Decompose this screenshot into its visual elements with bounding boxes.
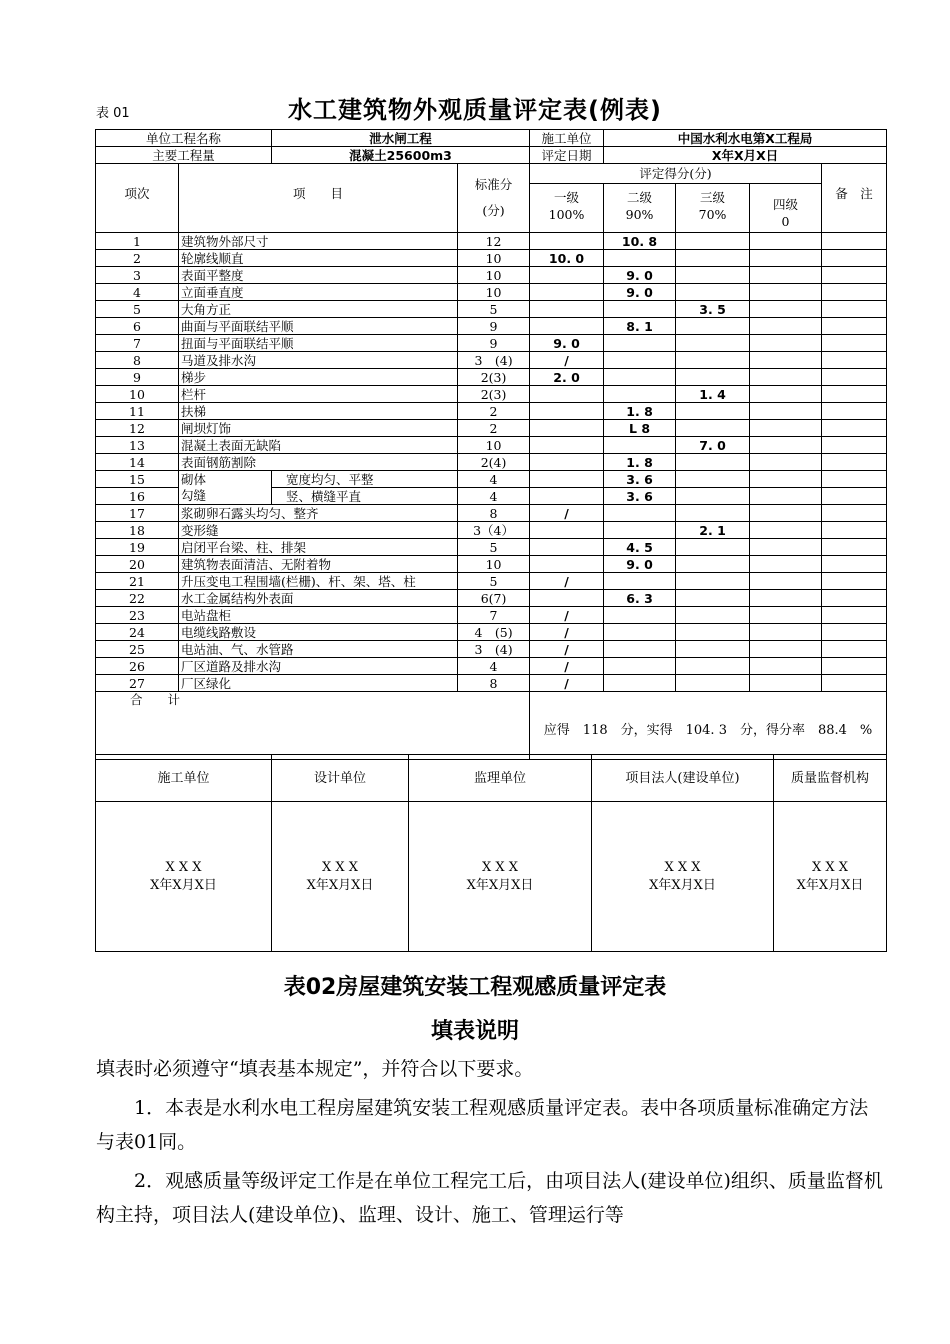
row-grade2: [604, 675, 676, 692]
row-grade3: 2. 1: [676, 522, 750, 539]
table-row: [96, 369, 887, 386]
row-item: 表面钢筋割除: [179, 454, 458, 471]
row-remark: [822, 607, 887, 624]
row-grade4: [750, 590, 822, 607]
row-grade3: [676, 658, 750, 675]
header-grade4: 四级 0: [750, 184, 822, 233]
signature-name: X X X: [811, 859, 849, 875]
row-grade3: 7. 0: [676, 437, 750, 454]
row-grade4: [750, 539, 822, 556]
signature-cell: [592, 802, 774, 952]
signature-name: X X X: [321, 859, 359, 875]
row-grade2: 4. 5: [604, 539, 676, 556]
row-std-score: 9: [458, 318, 530, 335]
row-grade2: [604, 573, 676, 590]
total-label: 合 计: [96, 692, 530, 760]
signature-cell: [774, 802, 887, 952]
contractor-label: 施工单位: [530, 130, 604, 147]
signature-date: X年X月X日: [649, 877, 716, 893]
row-item: 栏杆: [179, 386, 458, 403]
row-remark: [822, 335, 887, 352]
signature-table: [95, 754, 887, 952]
row-item: 梯步: [179, 369, 458, 386]
row-item-group: 砌体: [179, 471, 272, 488]
date-label: 评定日期: [530, 147, 604, 164]
row-grade4: [750, 454, 822, 471]
signature-date: X年X月X日: [466, 877, 534, 893]
row-no: 11: [96, 403, 179, 420]
row-grade2: [604, 386, 676, 403]
row-grade4: [750, 488, 822, 505]
table-row: [96, 658, 887, 675]
row-grade3: [676, 335, 750, 352]
row-std-score: 5: [458, 301, 530, 318]
row-std-score: 10: [458, 556, 530, 573]
row-std-score: 8: [458, 505, 530, 522]
row-std-score: 10: [458, 250, 530, 267]
row-item: 轮廓线顺直: [179, 250, 458, 267]
header-grade3: 三级 70%: [676, 184, 750, 233]
row-remark: [822, 624, 887, 641]
row-grade4: [750, 522, 822, 539]
row-grade4: [750, 675, 822, 692]
table-row: [96, 539, 887, 556]
row-grade2: [604, 369, 676, 386]
row-no: 6: [96, 318, 179, 335]
row-std-score: 10: [458, 284, 530, 301]
row-no: 13: [96, 437, 179, 454]
row-std-score: 4 (5): [458, 624, 530, 641]
row-remark: [822, 233, 887, 250]
instruction-p1: 填表时必须遵守“填表基本规定”，并符合以下要求。: [96, 1058, 534, 1080]
row-std-score: 3 (4): [458, 352, 530, 369]
row-remark: [822, 539, 887, 556]
row-grade4: [750, 658, 822, 675]
row-item: 启闭平台梁、柱、排架: [179, 539, 458, 556]
row-std-score: 2: [458, 420, 530, 437]
row-grade3: [676, 267, 750, 284]
row-item: 曲面与平面联结平顺: [179, 318, 458, 335]
row-grade3: [676, 607, 750, 624]
row-grade4: [750, 250, 822, 267]
row-no: 9: [96, 369, 179, 386]
row-item: 电缆线路敷设: [179, 624, 458, 641]
row-grade3: [676, 573, 750, 590]
row-grade4: [750, 284, 822, 301]
row-item: 建筑物外部尺寸: [179, 233, 458, 250]
row-remark: [822, 420, 887, 437]
row-grade1: [530, 267, 604, 284]
row-grade2: [604, 641, 676, 658]
row-grade3: [676, 641, 750, 658]
row-item: 表面平整度: [179, 267, 458, 284]
row-grade4: [750, 624, 822, 641]
row-grade3: [676, 403, 750, 420]
row-no: 19: [96, 539, 179, 556]
row-grade1: /: [530, 624, 604, 641]
row-grade1: /: [530, 675, 604, 692]
row-item: 水工金属结构外表面: [179, 590, 458, 607]
signature-name: X X X: [165, 859, 202, 875]
info-row-2: [96, 147, 887, 164]
row-std-score: 3 (4): [458, 641, 530, 658]
row-item: 宽度均匀、平整: [272, 471, 458, 488]
row-grade1: [530, 386, 604, 403]
row-std-score: 4: [458, 471, 530, 488]
row-remark: [822, 522, 887, 539]
row-grade2: [604, 658, 676, 675]
row-grade3: [676, 318, 750, 335]
row-grade1: /: [530, 352, 604, 369]
row-remark: [822, 454, 887, 471]
row-grade2: 6. 3: [604, 590, 676, 607]
table-row: [96, 250, 887, 267]
row-grade4: [750, 318, 822, 335]
instruction-p2: 1．本表是水利水电工程房屋建筑安装工程观感质量评定表。表中各项质量标准确定方法与表01同。: [96, 1097, 869, 1153]
row-std-score: 10: [458, 437, 530, 454]
row-std-score: 9: [458, 335, 530, 352]
header-grade2: 二级 90%: [604, 184, 676, 233]
row-grade1: [530, 318, 604, 335]
row-grade2: [604, 352, 676, 369]
row-grade2: [604, 250, 676, 267]
row-item: 建筑物表面清洁、无附着物: [179, 556, 458, 573]
form-tag: 表 01: [96, 106, 130, 121]
row-grade2: [604, 437, 676, 454]
row-no: 10: [96, 386, 179, 403]
row-std-score: 5: [458, 573, 530, 590]
row-grade4: [750, 607, 822, 624]
signature-header: 施工单位: [96, 755, 272, 802]
table-row: [96, 437, 887, 454]
row-grade2: 3. 6: [604, 488, 676, 505]
row-grade2: 9. 0: [604, 556, 676, 573]
row-item: 立面垂直度: [179, 284, 458, 301]
row-grade3: [676, 454, 750, 471]
row-grade4: [750, 386, 822, 403]
row-grade2: L 8: [604, 420, 676, 437]
row-no: 24: [96, 624, 179, 641]
row-grade4: [750, 403, 822, 420]
row-grade1: /: [530, 573, 604, 590]
row-no: 22: [96, 590, 179, 607]
instruction-p3: 2．观感质量等级评定工作是在单位工程完工后，由项目法人(建设单位)组织、质量监督机构主持，项目法人(建设单位)、监理、设计、施工、管理运行等: [96, 1170, 883, 1226]
row-no: 15: [96, 471, 179, 488]
row-grade4: [750, 369, 822, 386]
row-grade1: [530, 471, 604, 488]
row-std-score: 6(7): [458, 590, 530, 607]
signature-cell: [96, 802, 272, 952]
row-grade4: [750, 420, 822, 437]
table-row: [96, 607, 887, 624]
table-row: [96, 573, 887, 590]
row-grade1: 2. 0: [530, 369, 604, 386]
row-item: 厂区绿化: [179, 675, 458, 692]
table-row: [96, 335, 887, 352]
row-remark: [822, 658, 887, 675]
row-grade2: 1. 8: [604, 454, 676, 471]
row-no: 25: [96, 641, 179, 658]
row-grade3: [676, 369, 750, 386]
row-grade2: 8. 1: [604, 318, 676, 335]
row-grade3: [676, 488, 750, 505]
total-row: [96, 692, 887, 760]
row-grade4: [750, 573, 822, 590]
signature-date: X年X月X日: [796, 877, 864, 893]
row-item: 电站油、气、水管路: [179, 641, 458, 658]
table-row: [96, 624, 887, 641]
row-no: 21: [96, 573, 179, 590]
row-grade1: [530, 539, 604, 556]
row-std-score: 8: [458, 675, 530, 692]
row-grade3: [676, 505, 750, 522]
row-grade3: [676, 233, 750, 250]
table-row: [96, 505, 887, 522]
table-row: [96, 284, 887, 301]
header-item: 项 目: [179, 164, 458, 233]
table-row: [96, 386, 887, 403]
row-remark: [822, 573, 887, 590]
row-std-score: 3（4）: [458, 522, 530, 539]
table-row: [96, 522, 887, 539]
row-remark: [822, 267, 887, 284]
row-grade3: 3. 5: [676, 301, 750, 318]
row-std-score: 5: [458, 539, 530, 556]
row-grade1: [530, 420, 604, 437]
table-row: [96, 454, 887, 471]
row-grade1: 10. 0: [530, 250, 604, 267]
row-no: 8: [96, 352, 179, 369]
row-grade4: [750, 301, 822, 318]
row-grade2: 9. 0: [604, 267, 676, 284]
header-std-score: 标准分 (分): [458, 164, 530, 233]
row-no: 23: [96, 607, 179, 624]
row-grade1: [530, 284, 604, 301]
signature-header: 监理单位: [409, 755, 592, 802]
row-item: 马道及排水沟: [179, 352, 458, 369]
row-grade3: [676, 420, 750, 437]
row-grade1: /: [530, 505, 604, 522]
row-grade4: [750, 335, 822, 352]
row-grade2: [604, 335, 676, 352]
row-grade1: /: [530, 658, 604, 675]
row-no: 17: [96, 505, 179, 522]
table-row: [96, 420, 887, 437]
row-item: 浆砌卵石露头均匀、整齐: [179, 505, 458, 522]
row-grade3: [676, 590, 750, 607]
table-row: [96, 301, 887, 318]
row-item: 扭面与平面联结平顺: [179, 335, 458, 352]
row-grade4: [750, 437, 822, 454]
row-remark: [822, 471, 887, 488]
row-remark: [822, 488, 887, 505]
row-grade2: 10. 8: [604, 233, 676, 250]
row-item: 竖、横缝平直: [272, 488, 458, 505]
row-no: 5: [96, 301, 179, 318]
row-no: 16: [96, 488, 179, 505]
row-std-score: 2: [458, 403, 530, 420]
row-grade2: 9. 0: [604, 284, 676, 301]
signature-header: 设计单位: [272, 755, 409, 802]
table-row: [96, 641, 887, 658]
row-remark: [822, 386, 887, 403]
info-row-1: [96, 130, 887, 147]
signature-cell: [409, 802, 592, 952]
row-remark: [822, 505, 887, 522]
table-row: [96, 267, 887, 284]
row-grade3: [676, 556, 750, 573]
row-grade1: [530, 522, 604, 539]
row-grade4: [750, 352, 822, 369]
row-remark: [822, 556, 887, 573]
row-grade2: [604, 505, 676, 522]
row-item: 大角方正: [179, 301, 458, 318]
row-no: 18: [96, 522, 179, 539]
row-no: 14: [96, 454, 179, 471]
signature-header: 项目法人(建设单位): [592, 755, 774, 802]
row-grade2: [604, 522, 676, 539]
quantity-label: 主要工程量: [96, 147, 272, 164]
row-grade3: [676, 624, 750, 641]
row-grade2: 3. 6: [604, 471, 676, 488]
table-row: [96, 590, 887, 607]
row-std-score: 2(4): [458, 454, 530, 471]
row-grade1: 9. 0: [530, 335, 604, 352]
table-row: [96, 675, 887, 692]
row-remark: [822, 590, 887, 607]
header-remark: 备 注: [822, 164, 887, 233]
row-std-score: 12: [458, 233, 530, 250]
quantity-value: 混凝土25600m3: [272, 147, 530, 164]
row-no: 2: [96, 250, 179, 267]
row-grade3: 1. 4: [676, 386, 750, 403]
row-no: 26: [96, 658, 179, 675]
section2-title: 表02房屋建筑安装工程观感质量评定表: [283, 975, 667, 1000]
row-no: 7: [96, 335, 179, 352]
row-grade3: [676, 471, 750, 488]
row-grade4: [750, 267, 822, 284]
signature-header: 质量监督机构: [774, 755, 887, 802]
row-no: 27: [96, 675, 179, 692]
row-grade2: 1. 8: [604, 403, 676, 420]
row-no: 4: [96, 284, 179, 301]
row-grade1: [530, 556, 604, 573]
table-row: [96, 403, 887, 420]
table-row: [96, 556, 887, 573]
row-std-score: 4: [458, 488, 530, 505]
header-item-no: 项次: [96, 164, 179, 233]
signature-date: X年X月X日: [306, 877, 374, 893]
row-no: 1: [96, 233, 179, 250]
signature-cell: [272, 802, 409, 952]
row-remark: [822, 641, 887, 658]
row-no: 3: [96, 267, 179, 284]
table-row: [96, 352, 887, 369]
row-std-score: 2(3): [458, 369, 530, 386]
row-grade3: [676, 284, 750, 301]
row-grade4: [750, 556, 822, 573]
row-grade3: [676, 352, 750, 369]
row-grade2: [604, 301, 676, 318]
signature-name: X X X: [481, 859, 519, 875]
row-remark: [822, 437, 887, 454]
row-grade4: [750, 471, 822, 488]
row-grade1: /: [530, 607, 604, 624]
row-grade4: [750, 641, 822, 658]
row-item: 扶梯: [179, 403, 458, 420]
row-remark: [822, 403, 887, 420]
section2-subtitle: 填表说明: [430, 1019, 519, 1044]
row-grade1: [530, 301, 604, 318]
row-remark: [822, 318, 887, 335]
row-item: 闸坝灯饰: [179, 420, 458, 437]
row-item: 升压变电工程围墙(栏栅)、杆、架、塔、柱: [179, 573, 458, 590]
row-item-group: 勾缝: [179, 488, 272, 505]
row-remark: [822, 301, 887, 318]
form-title: 水工建筑物外观质量评定表(例表): [288, 96, 662, 124]
row-remark: [822, 675, 887, 692]
table-row: [96, 233, 887, 250]
unit-project-value: 泄水闸工程: [272, 130, 530, 147]
row-no: 20: [96, 556, 179, 573]
row-grade3: [676, 539, 750, 556]
row-std-score: 4: [458, 658, 530, 675]
row-item: 电站盘柜: [179, 607, 458, 624]
row-grade1: /: [530, 641, 604, 658]
row-item: 厂区道路及排水沟: [179, 658, 458, 675]
row-remark: [822, 369, 887, 386]
date-value: X年X月X日: [604, 147, 887, 164]
row-std-score: 2(3): [458, 386, 530, 403]
row-item: 混凝土表面无缺陷: [179, 437, 458, 454]
row-grade1: [530, 590, 604, 607]
row-grade1: [530, 488, 604, 505]
row-grade1: [530, 454, 604, 471]
signature-name: X X X: [664, 859, 701, 875]
row-no: 12: [96, 420, 179, 437]
row-grade4: [750, 505, 822, 522]
table-row: [96, 318, 887, 335]
signature-date: X年X月X日: [150, 877, 217, 893]
row-grade4: [750, 233, 822, 250]
row-grade2: [604, 607, 676, 624]
header-grade1: 一级 100%: [530, 184, 604, 233]
row-grade3: [676, 250, 750, 267]
table-row: [96, 488, 887, 505]
row-remark: [822, 352, 887, 369]
header-score-group: 评定得分(分): [530, 164, 822, 184]
row-grade3: [676, 675, 750, 692]
row-remark: [822, 250, 887, 267]
row-item: 变形缝: [179, 522, 458, 539]
row-remark: [822, 284, 887, 301]
row-grade1: [530, 403, 604, 420]
row-grade1: [530, 437, 604, 454]
contractor-value: 中国水利水电第X工程局: [604, 130, 887, 147]
unit-project-label: 单位工程名称: [96, 130, 272, 147]
total-text: 应得 118 分，实得 104. 3 分，得分率 88.4 %: [530, 692, 887, 760]
quality-table: [95, 129, 887, 760]
row-std-score: 10: [458, 267, 530, 284]
row-std-score: 7: [458, 607, 530, 624]
row-grade2: [604, 624, 676, 641]
row-grade1: [530, 233, 604, 250]
table-row: [96, 471, 887, 488]
